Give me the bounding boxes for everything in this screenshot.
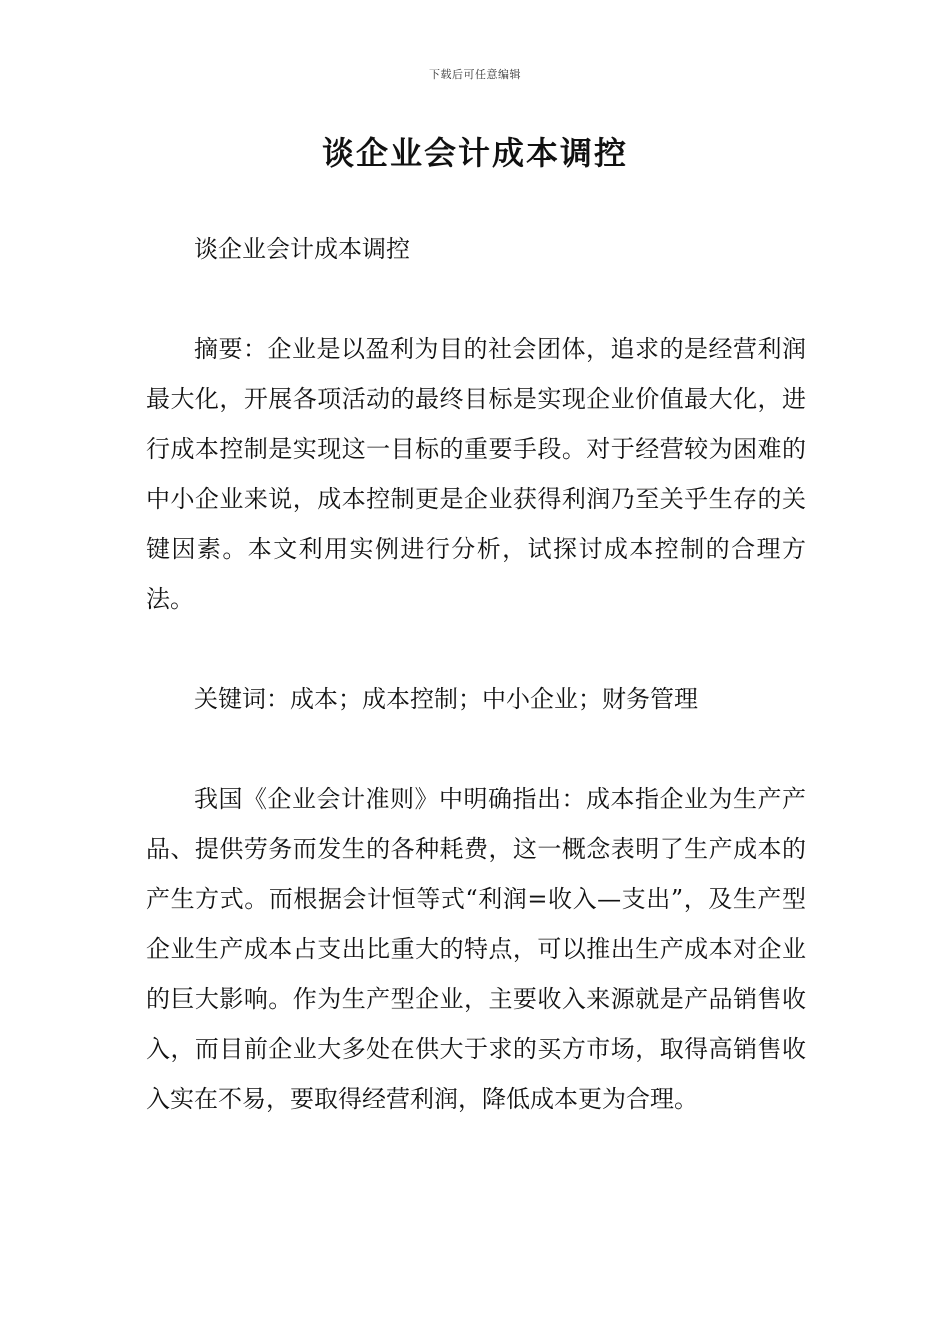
header-note: 下载后可任意编辑 bbox=[429, 68, 521, 81]
subtitle-paragraph: 谈企业会计成本调控 bbox=[194, 235, 410, 263]
body-paragraph: 我国《企业会计准则》中明确指出：成本指企业为生产产品、提供劳务而发生的各种耗费，这一概念表明了生产成本的产生方式。而根据会计恒等式“利润=收入—支出”，及生产型企业生产成本占支出比重大的特点，可以推出生产成本对企业的巨大影响。作为生产型企业，主要收入来源就是产品销售收入，而目前企业大多处在供大于求的买方市场，取得高销售收入实在不易，要取得经营利润，降低成本更为合理。 bbox=[146, 785, 806, 1113]
abstract-paragraph: 摘要：企业是以盈利为目的社会团体，追求的是经营利润最大化，开展各项活动的最终目标是实现企业价值最大化，进行成本控制是实现这一目标的重要手段。对于经营较为困难的中小企业来说，成本控制更是企业获得利润乃至关乎生存的关键因素。本文利用实例进行分析，试探讨成本控制的合理方法。 bbox=[146, 335, 806, 613]
paragraph-gap bbox=[146, 624, 806, 674]
paragraph-gap bbox=[146, 724, 806, 774]
document-title: 谈企业会计成本调控 bbox=[321, 134, 628, 172]
keywords-paragraph: 关键词：成本；成本控制；中小企业；财务管理 bbox=[194, 685, 698, 713]
document-body bbox=[146, 224, 806, 1124]
paragraph-gap bbox=[146, 274, 806, 324]
